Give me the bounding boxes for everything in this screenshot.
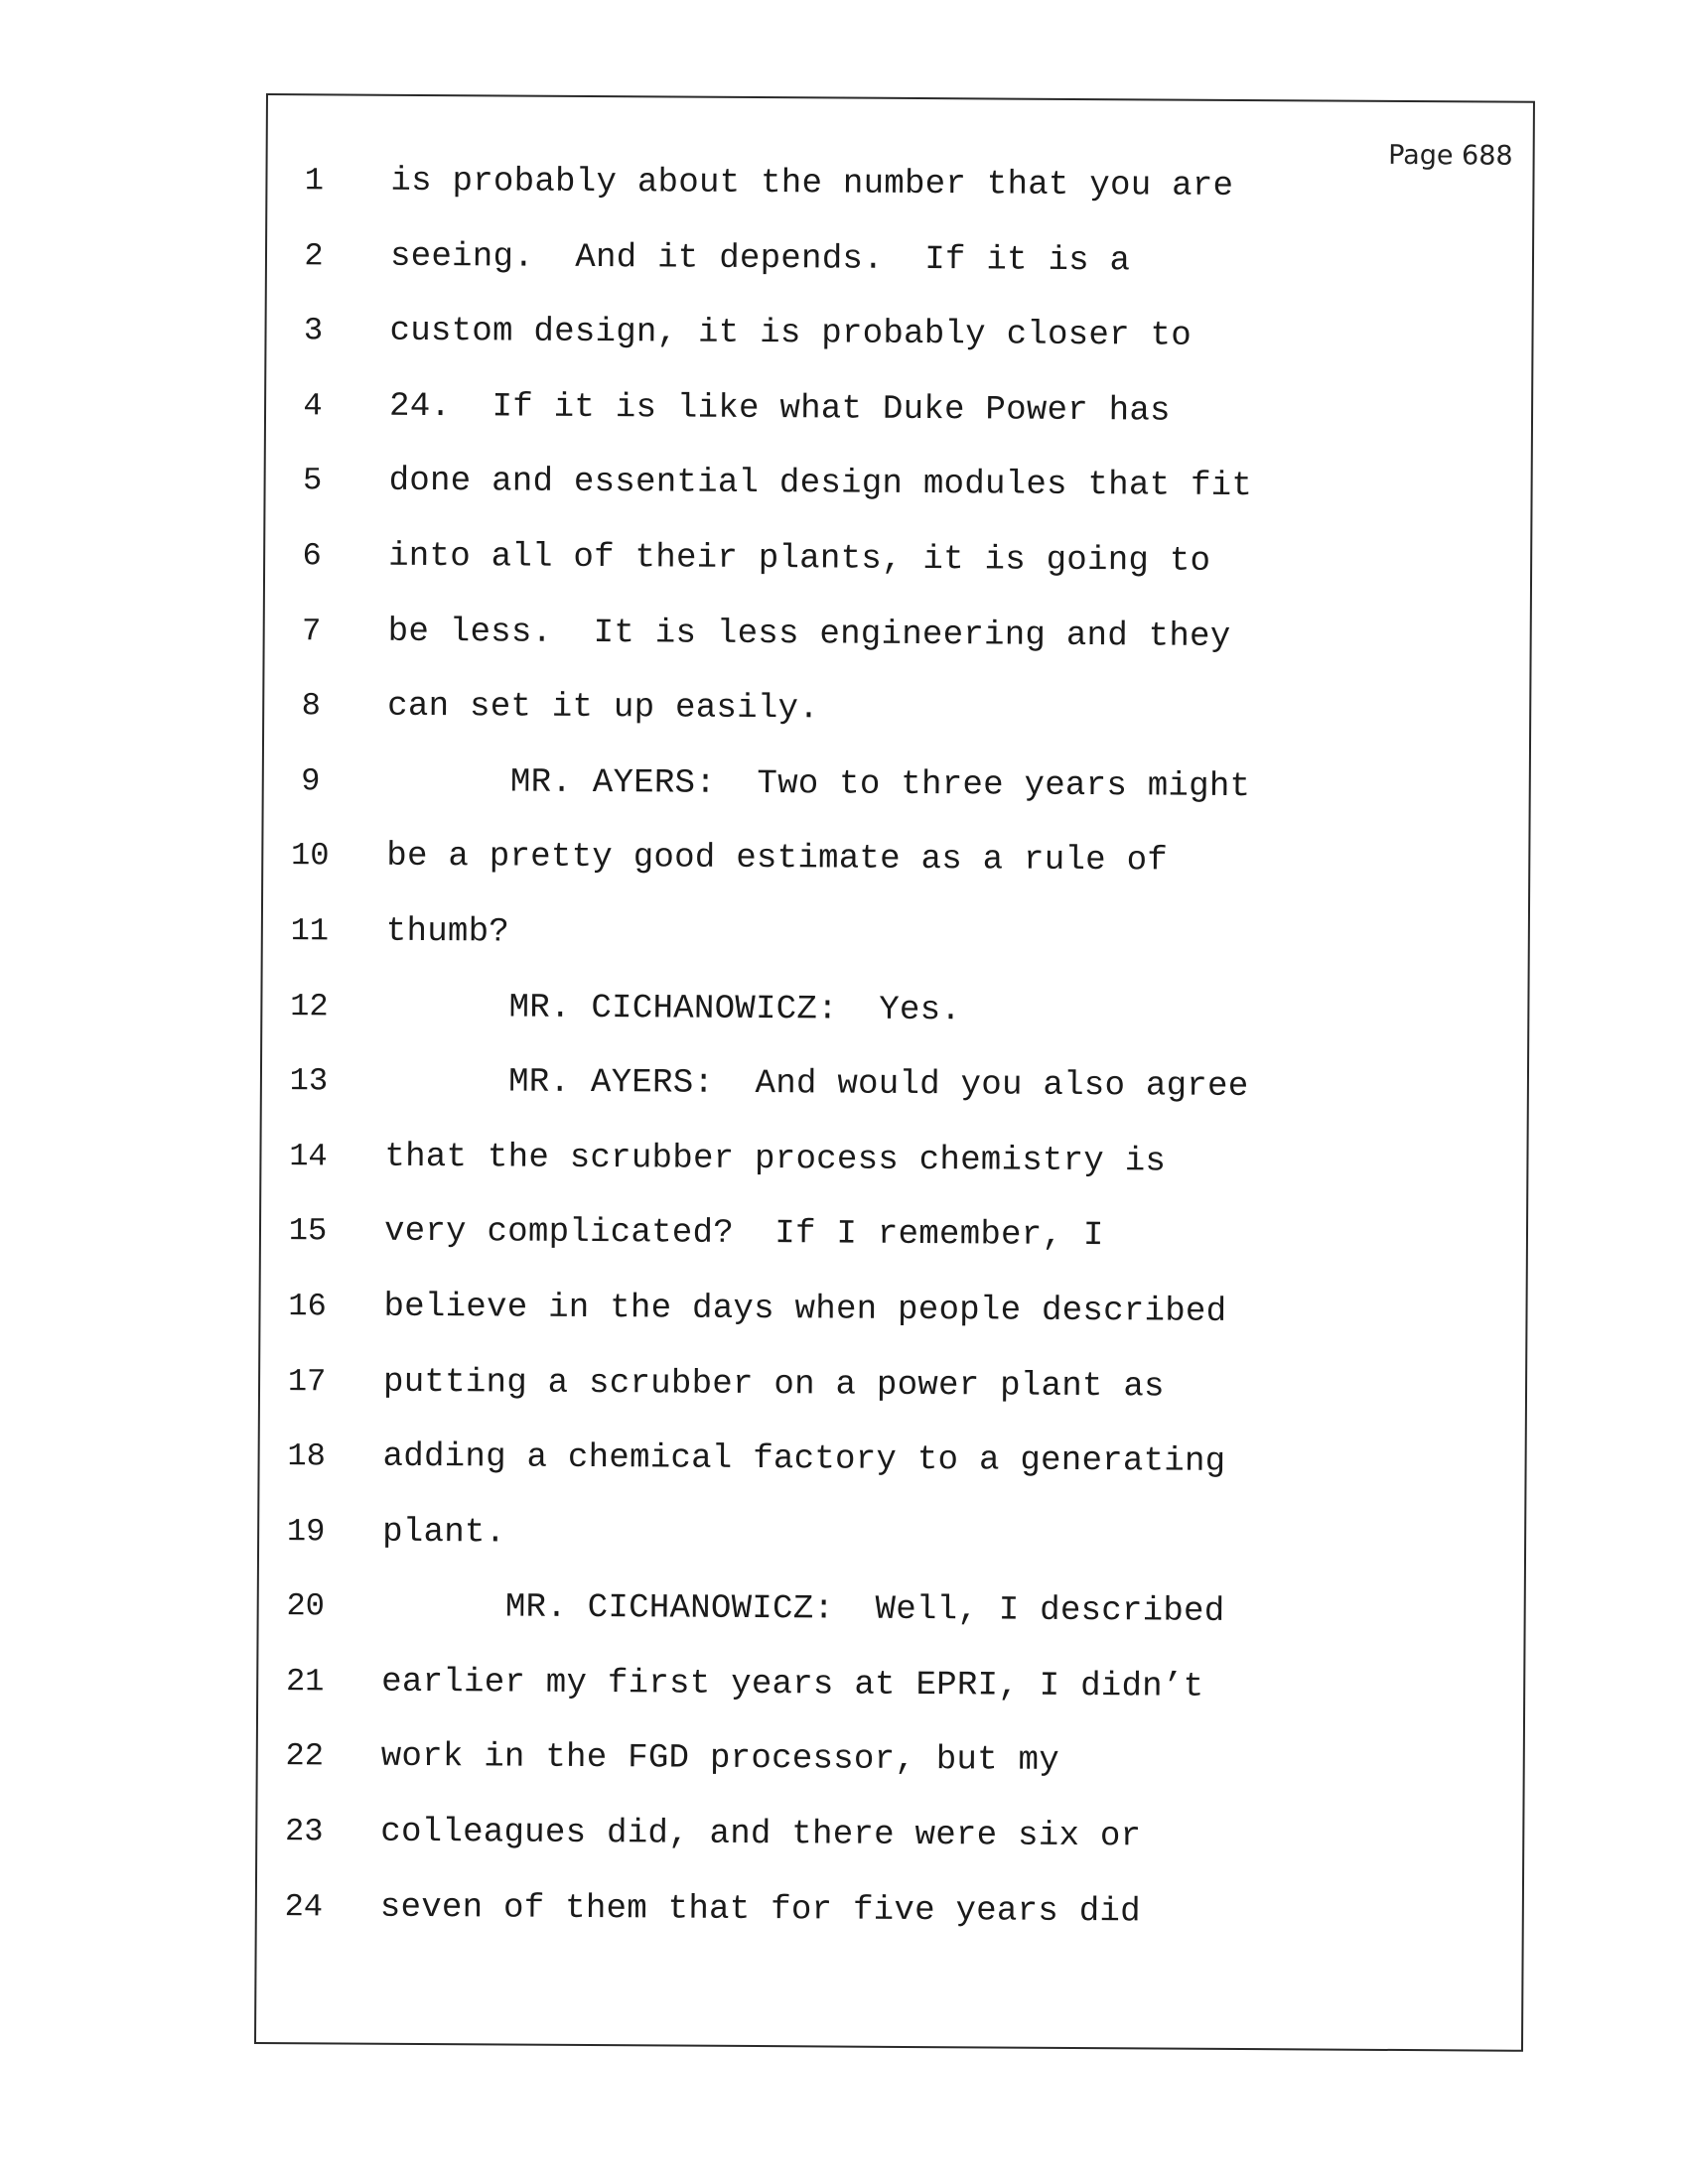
line-text: can set it up easily. — [387, 687, 820, 729]
line-number: 21 — [285, 1663, 325, 1701]
line-number: 12 — [290, 987, 329, 1024]
line-number: 17 — [287, 1362, 327, 1400]
line-number: 9 — [301, 761, 321, 800]
line-text: adding a chemical factory to a generating — [382, 1437, 1226, 1482]
line-text: MR. AYERS: Two to three years might — [386, 762, 1251, 806]
line-number: 23 — [284, 1813, 324, 1850]
line-number: 18 — [287, 1437, 326, 1475]
transcript-line — [267, 236, 1532, 319]
transcript-line — [257, 1812, 1522, 1894]
line-text: thumb? — [385, 912, 510, 952]
transcript-line — [264, 686, 1529, 768]
line-number: 10 — [290, 837, 330, 875]
transcript-line — [262, 1061, 1527, 1144]
line-text: MR. AYERS: And would you also agree — [384, 1062, 1249, 1107]
transcript-line — [263, 761, 1528, 844]
transcript-line — [258, 1586, 1523, 1669]
transcript-line — [262, 987, 1527, 1069]
line-number: 16 — [288, 1288, 327, 1325]
line-text: MR. CICHANOWICZ: Well, I described — [381, 1588, 1225, 1632]
line-number: 8 — [301, 687, 321, 725]
line-number: 13 — [289, 1062, 329, 1100]
transcript-line — [263, 911, 1528, 994]
line-text: custom design, it is probably closer to — [389, 312, 1193, 355]
line-number: 14 — [289, 1137, 328, 1175]
line-text: plant. — [382, 1513, 506, 1553]
line-text: MR. CICHANOWICZ: Yes. — [385, 988, 962, 1029]
transcript-line — [264, 612, 1529, 694]
transcript-line — [266, 311, 1531, 393]
transcript-line — [261, 1211, 1526, 1294]
line-text: into all of their plants, it is going to — [388, 537, 1211, 581]
line-number: 7 — [301, 612, 322, 649]
transcript-lines — [257, 161, 1533, 1970]
line-text: is probably about the number that you are — [390, 162, 1234, 205]
line-number: 19 — [286, 1512, 326, 1551]
line-number: 20 — [286, 1587, 326, 1625]
line-number: 4 — [303, 387, 323, 425]
line-number: 22 — [285, 1737, 325, 1775]
line-number: 1 — [304, 162, 325, 200]
transcript-line — [263, 836, 1528, 918]
transcript-line — [259, 1512, 1524, 1594]
page-number: Page 688 — [1388, 139, 1513, 172]
line-number: 3 — [303, 312, 324, 349]
line-number: 5 — [302, 462, 323, 499]
line-text: seven of them that for five years did — [379, 1888, 1141, 1932]
line-number: 6 — [302, 537, 322, 575]
line-text: be less. It is less engineering and they — [387, 613, 1231, 656]
transcript-line — [259, 1436, 1524, 1519]
line-text: be a pretty good estimate as a rule of — [386, 838, 1169, 881]
transcript-line — [267, 161, 1532, 243]
line-text: work in the FGD processor, but my — [380, 1738, 1060, 1781]
line-text: colleagues did, and there were six or — [380, 1813, 1142, 1856]
transcript-line — [261, 1137, 1526, 1219]
line-text: that the scrubber process chemistry is — [384, 1138, 1167, 1181]
transcript-line — [258, 1662, 1523, 1744]
line-text: 24. If it is like what Duke Power has — [388, 387, 1171, 431]
line-text: putting a scrubber on a power plant as — [382, 1363, 1165, 1407]
line-number: 24 — [284, 1887, 324, 1926]
transcript-page — [254, 93, 1535, 2052]
transcript-line — [266, 386, 1531, 469]
line-number: 2 — [304, 236, 324, 274]
transcript-line — [260, 1287, 1525, 1369]
line-number: 15 — [288, 1212, 328, 1250]
line-text: done and essential design modules that fit — [388, 463, 1253, 506]
transcript-line — [257, 1736, 1522, 1819]
line-text: very complicated? If I remember, I — [383, 1213, 1104, 1256]
transcript-line — [265, 536, 1530, 618]
line-text: earlier my first years at EPRI, I didn’t — [381, 1663, 1204, 1706]
line-text: believe in the days when people described — [383, 1288, 1227, 1331]
transcript-line — [257, 1887, 1522, 1970]
transcript-line — [260, 1361, 1525, 1443]
transcript-line — [265, 461, 1530, 543]
line-number: 11 — [290, 912, 330, 950]
line-text: seeing. And it depends. If it is a — [389, 237, 1131, 280]
